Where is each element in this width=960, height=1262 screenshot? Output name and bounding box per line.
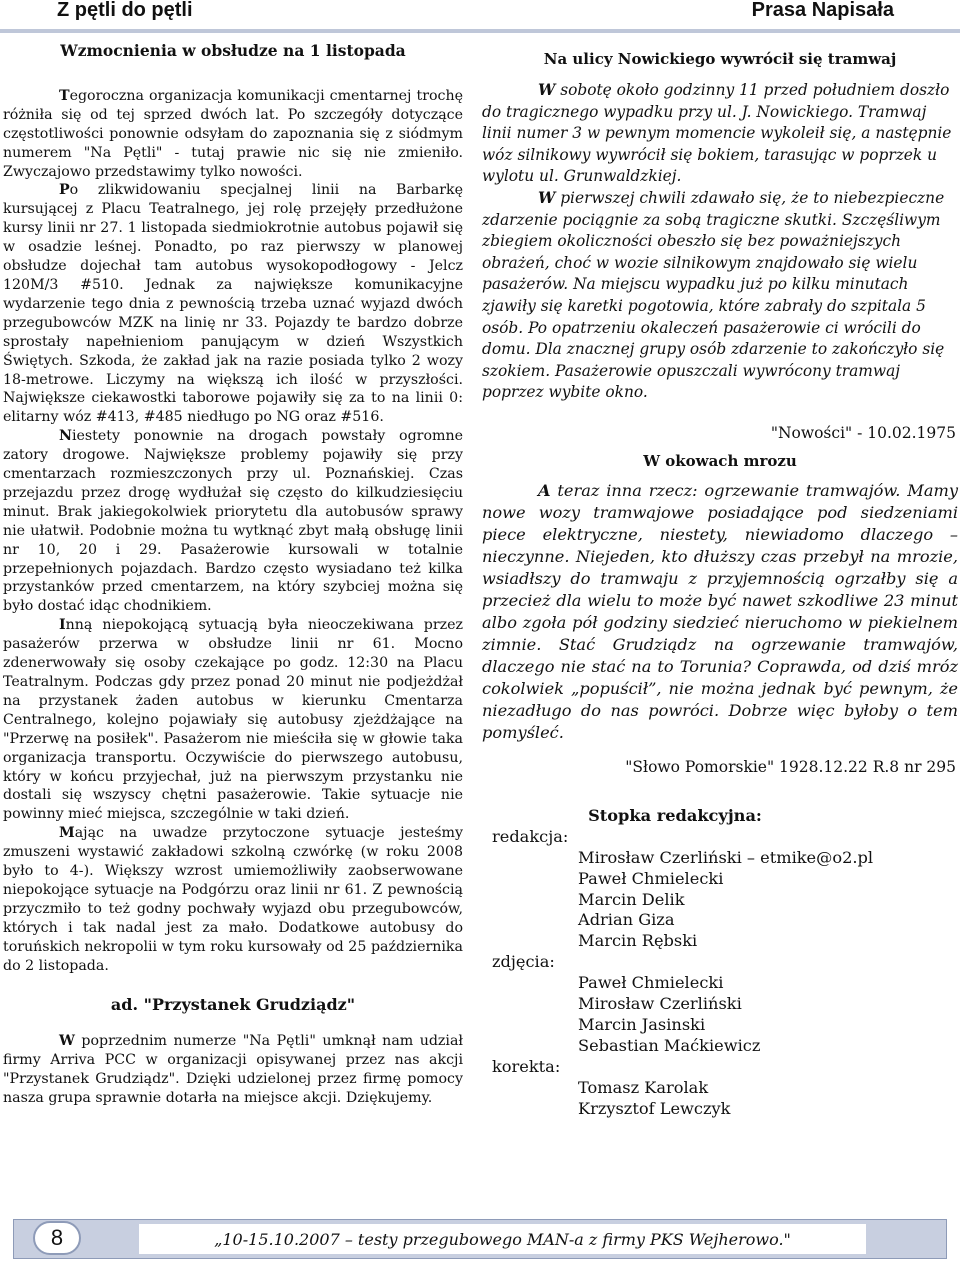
masthead-role: zdjęcia: xyxy=(492,952,555,972)
footer-caption-box xyxy=(139,1224,866,1254)
source-citation: "Nowości" - 10.02.1975 xyxy=(770,423,956,442)
masthead-name: Paweł Chmielecki xyxy=(578,973,724,993)
footer-bar xyxy=(13,1219,947,1259)
masthead-name: Marcin Rębski xyxy=(578,931,698,951)
drop-letter: T xyxy=(59,87,70,104)
masthead-name: Paweł Chmielecki xyxy=(578,868,724,888)
page-number: 8 xyxy=(33,1221,81,1255)
masthead-name: Tomasz Karolak xyxy=(578,1077,709,1097)
article-title: ad. "Przystanek Grudziądz" xyxy=(110,994,356,1014)
paragraph-text: nną niepokojącą sytuacją była nieoczekiwana przez pasażerów przerwa w obsłudze linii nr 61. Mocno zdenerwowały się osoby czekające po godz. 12:30 na Placu Teatralnym. Podczas gdy przez ponad 20 minut nie podjeżdżał na przystanek żaden autobus w kierunku Cmentarza Centralnego, kolejno pojawiały się autobusy zjeżdżające na "Przerwę na posiłek". Pasażerom nie mieściła się w głowie taka organizacja transportu. Oczywiście do pierwszego autobusu, który w końcu przyjechał, już na pierwszym przystanku nie dostali się wszyscy chętni pasażerowie. Takie sytuacje nie powinny mieć miejsca, szczególnie w taki dzień. xyxy=(3,617,463,823)
article-body xyxy=(482,480,958,744)
paragraph-text: ając na uwadze przytoczone sytuacje jesteśmy zmuszeni wystawić zakładowi szkolną czwórkę (w roku 2008 było to 4-). Większy wzrost umiemożliwiły zaobserwowane niepokojące sytuacje na Podgórzu oraz linii nr 61. Z pewnością przyczmiło to też godny pochwały wyjazd obu przegubowców, których i tak nadal jest za mało. Dodatkowe autobusy do toruńskich nekropolii w tym roku kursowały od 25 października do 2 listopada. xyxy=(3,825,463,974)
paragraph xyxy=(482,80,958,188)
drop-letter: W xyxy=(538,188,556,207)
drop-letter: W xyxy=(538,81,556,99)
masthead-name: Marcin Delik xyxy=(578,889,685,909)
drop-letter: P xyxy=(59,182,70,199)
paragraph xyxy=(3,427,463,616)
masthead-role: redakcja: xyxy=(492,826,569,846)
masthead-name: Mirosław Czerliński xyxy=(578,994,742,1014)
paragraph-text: iestety ponownie na drogach powstały ogromne zatory drogowe. Największe problemy pojawiły się przy cmentarzach rozmieszczonych przy ul. Poznańskiej. Czas przejazdu przez drogę wydłużał się często do kilkudziesięciu minut. Brak jakiegokolwiek priorytetu dla autobusów sprawy nie ułatwił. Podobnie można tu wytknąć zbyt małą obsługę linii nr 10, 20 i 29. Pasażerowie kursowali w totalnie przepełnionych pojazdach. Bardzo często wysiadano też kilka przystanków przed cmentarzem, na który szybciej można się było dostać idąc chodnikiem. xyxy=(3,428,463,615)
paragraph-text: poprzednim numerze "Na Pętli" umknął nam udział firmy Arriva PCC w organizacji opisywanej przez nas akcji "Przystanek Grudziądz". Dzięki udzielonej przez firmę pomocy nasza grupa sprawnie dotarła na miejsce akcji. Dziękujemy. xyxy=(3,1033,463,1107)
footer-caption: „10-15.10.2007 – testy przegubowego MAN-a z firmy PKS Wejherowo." xyxy=(214,1230,791,1249)
article-title: Wzmocnienia w obsłudze na 1 listopada xyxy=(60,41,406,60)
paragraph-text: sobotę około godzinny 11 przed południem doszło do tragicznego wypadku przy ul. J. Nowickiego. Tramwaj linii numer 3 w pewnym momencie wykoleił się, a następnie wóz silnikowy wywrócił się bokiem, tarasując w poprzek u wylotu ul. Grunwaldzkiej. xyxy=(482,81,952,186)
drop-letter: I xyxy=(59,617,66,634)
source-citation: "Słowo Pomorskie" 1928.12.22 R.8 nr 295 xyxy=(625,757,956,776)
paragraph xyxy=(3,616,463,824)
right-column xyxy=(482,42,958,1120)
drop-letter: M xyxy=(59,825,75,842)
paragraph-text: teraz inna rzecz: ogrzewanie tramwajów. Mamy nowe wozy tramwajowe posiadające pod siedzeniami piece elektryczne, niestety, niewiadomo dlaczego – nieczynne. Niejeden, kto dłuższy czas przebył na mrozie, wsiadłszy do tramwaju z przyjemnością ogrzałby się a przecież dla wielu to może być nawet szkodliwe 23 minut albo zgoła pół godziny siedzieć nieruchomo w piekielnem zimnie. Stać Grudziądz na ogrzewanie tramwajów, dlaczego nie stać na to Torunia? Coprawda, od dziś mróz cokolwiek „popuścił”, nie można jednak być pewnym, że niezadługo do nas powróci. Dobrze więc byłoby o tem pomyśleć. xyxy=(482,480,958,742)
masthead-name: Adrian Giza xyxy=(578,910,675,930)
masthead-name: Sebastian Maćkiewicz xyxy=(578,1035,761,1055)
drop-letter: A xyxy=(538,480,551,500)
paragraph-text: pierwszej chwili zdawało się, że to niebezpieczne zdarzenie pociągnie za sobą tragiczne skutki. Szczęśliwym zbiegiem okoliczności obeszło się bez poważniejszych obrażeń, choć w wozie silnikowym znajdowało się wielu pasażerów. Na miejscu wypadku już po kilku minutach zjawiły się karetki pogotowia, które zabrały do szpitala 5 osób. Po opatrzeniu okaleczeń pasażerowie ci wrócili do domu. Dla znacznej grupy osób zdarzenie to zakończyło się szokiem. Pasażerowie opuszczali wywrócony tramwaj poprzez wybite okno. xyxy=(482,188,945,402)
paragraph-text: o zlikwidowaniu specjalnej linii na Barbarkę kursującej z Placu Teatralnego, jej rolę przejęły przedłużone kursy linii nr 27. 1 listopada siedmiokrotnie autobus pojawił się w osadzie leśnej. Ponadto, po raz pierwszy w planowej obsłudze dojechał tam autobus wysokopodłogowy - Jelcz 120M/3 #510. Jednak za największe komunikacyjne wydarzenie tego dnia z pewnością trzeba uznać wyjazd dwóch przegubowców MZK na linię nr 33. Pojazdy te bardzo dobrze sprostały napełnieniom panującym w dzień Wszystkich Świętych. Szkoda, że zakład jak na razie posiada tylko 2 wozy 18-metrowe. Liczymy na większą ich ilość w przyszłości. Największe ciekawostki taborowe pojawiły się za to na linii 0: elitarny wóz #413, #485 niedługo po NG oraz #516. xyxy=(3,182,463,426)
article-title: W okowach mrozu xyxy=(643,451,797,470)
masthead-title: Stopka redakcyjna: xyxy=(588,805,762,825)
article-title: Na ulicy Nowickiego wywrócił się tramwaj xyxy=(543,50,897,68)
paragraph xyxy=(482,480,958,744)
paragraph xyxy=(3,824,463,975)
drop-letter: W xyxy=(59,1033,75,1050)
masthead-name: Krzysztof Lewczyk xyxy=(578,1098,731,1118)
paragraph xyxy=(3,181,463,427)
header-rule xyxy=(0,29,960,33)
masthead xyxy=(482,806,958,1120)
column-title: Prasa Napisała xyxy=(751,0,894,21)
article-body xyxy=(482,80,958,404)
paragraph xyxy=(482,188,958,404)
paragraph xyxy=(3,87,463,182)
masthead-name: Marcin Jasinski xyxy=(578,1014,706,1034)
masthead-name: Mirosław Czerliński – etmike@o2.pl xyxy=(578,847,874,867)
paragraph xyxy=(3,1032,463,1108)
page-header xyxy=(0,0,960,30)
section-title: Z pętli do pętli xyxy=(57,0,193,21)
masthead-role: korekta: xyxy=(492,1056,561,1076)
paragraph-text: egoroczna organizacja komunikacji cmentarnej trochę różniła się od tej sprzed dwóch lat. Po szczegóły dotyczące częstotliwości ponownie odsyłam do zapoznania się z siódmym numerem "Na Pętli" - tutaj prawie nic się nie zmieniło. Zwyczajowo przedstawimy tylko nowości. xyxy=(3,87,463,180)
drop-letter: N xyxy=(59,428,72,445)
left-column xyxy=(3,42,463,1108)
